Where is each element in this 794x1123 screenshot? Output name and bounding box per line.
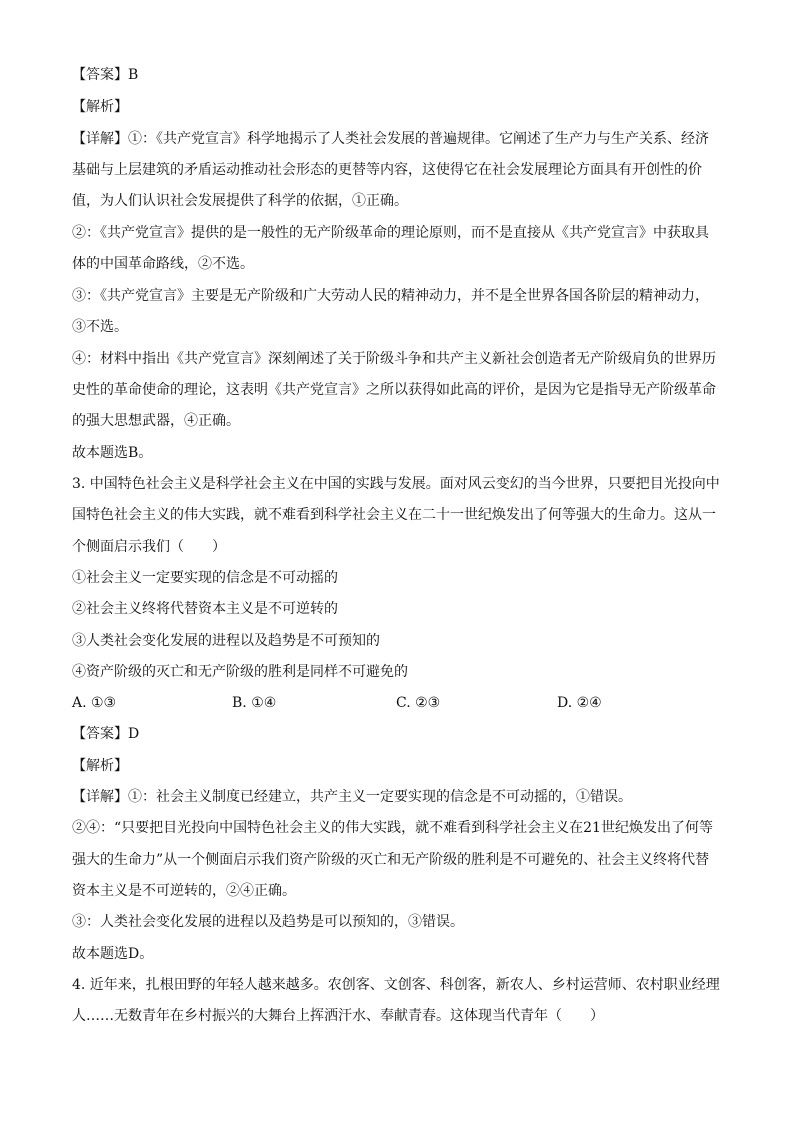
answer-label: 【答案】B <box>72 67 139 83</box>
answer-label: 【答案】D <box>72 726 140 742</box>
detail-text: 【详解】①：社会主义制度已经建立，共产主义一定要实现的信念是不可动摇的，①错误。 <box>72 789 632 805</box>
statement-item: ③人类社会变化发展的进程以及趋势是不可预知的 <box>72 633 380 649</box>
detail-text: ④：材料中指出《共产党宣言》深刻阐述了关于阶级斗争和共产主义新社会创造者无产阶级肩负的世界历 <box>72 351 716 367</box>
option-c: C. ②③ <box>396 695 441 711</box>
statement-item: ②社会主义终将代替资本主义是不可逆转的 <box>72 601 338 617</box>
statement-item: ④资产阶级的灭亡和无产阶级的胜利是同样不可避免的 <box>72 664 408 680</box>
detail-text: 资本主义是不可逆转的，②④正确。 <box>72 883 296 899</box>
option-d: D. ②④ <box>557 695 602 711</box>
detail-text: ③：《共产党宣言》主要是无产阶级和广大劳动人民的精神动力，并不是全世界各国各阶层的精神动力， <box>72 288 709 304</box>
detail-text: ③：人类社会变化发展的进程以及趋势是可以预知的，③错误。 <box>72 914 464 930</box>
detail-text: 史性的革命使命的理论，这表明《共产党宣言》之所以获得如此高的评价，是因为它是指导无产阶级革命 <box>72 382 716 398</box>
detail-text: ②④：“只要把目光投向中国特色社会主义的伟大实践，就不难看到科学社会主义在21世纪焕发出了何等 <box>72 820 713 836</box>
question-stem: 人……无数青年在乡村振兴的大舞台上挥洒汗水、奉献青春。这体现当代青年（ ） <box>72 1008 604 1024</box>
detail-text: ③不选。 <box>72 319 128 335</box>
conclusion-text: 故本题选B。 <box>72 445 153 461</box>
question-stem: 3. 中国特色社会主义是科学社会主义在中国的实践与发展。面对风云变幻的当今世界，只要把目光投向中 <box>72 476 720 492</box>
detail-text: 值，为人们认识社会发展提供了科学的依据，①正确。 <box>72 193 408 209</box>
detail-text: 【详解】①：《共产党宣言》科学地揭示了人类社会发展的普遍规律。它阐述了生产力与生产关系、经济 <box>72 131 709 147</box>
option-a: A. ①③ <box>72 695 117 711</box>
option-b: B. ①④ <box>232 695 277 711</box>
detail-text: 强大的生命力”从一个侧面启示我们资产阶级的灭亡和无产阶级的胜利是不可避免的、社会主义终将代替 <box>72 852 710 868</box>
question-stem: 4. 近年来，扎根田野的年轻人越来越多。农创客、文创客、科创客，新农人、乡村运营师、农村职业经理 <box>72 977 720 993</box>
analysis-label: 【解析】 <box>72 99 128 115</box>
conclusion-text: 故本题选D。 <box>72 946 154 962</box>
analysis-label: 【解析】 <box>72 758 128 774</box>
detail-text: ②：《共产党宣言》提供的是一般性的无产阶级革命的理论原则，而不是直接从《共产党宣言》中获取具 <box>72 225 709 241</box>
detail-text: 基础与上层建筑的矛盾运动推动社会形态的更替等内容，这使得它在社会发展理论方面具有开创性的价 <box>72 162 702 178</box>
question-stem: 国特色社会主义的伟大实践，就不难看到科学社会主义在二十一世纪焕发出了何等强大的生命力。这从一 <box>72 507 716 523</box>
question-stem: 个侧面启示我们（ ） <box>72 539 226 555</box>
detail-text: 体的中国革命路线，②不选。 <box>72 256 254 272</box>
statement-item: ①社会主义一定要实现的信念是不可动摇的 <box>72 570 338 586</box>
detail-text: 的强大思想武器，④正确。 <box>72 413 240 429</box>
